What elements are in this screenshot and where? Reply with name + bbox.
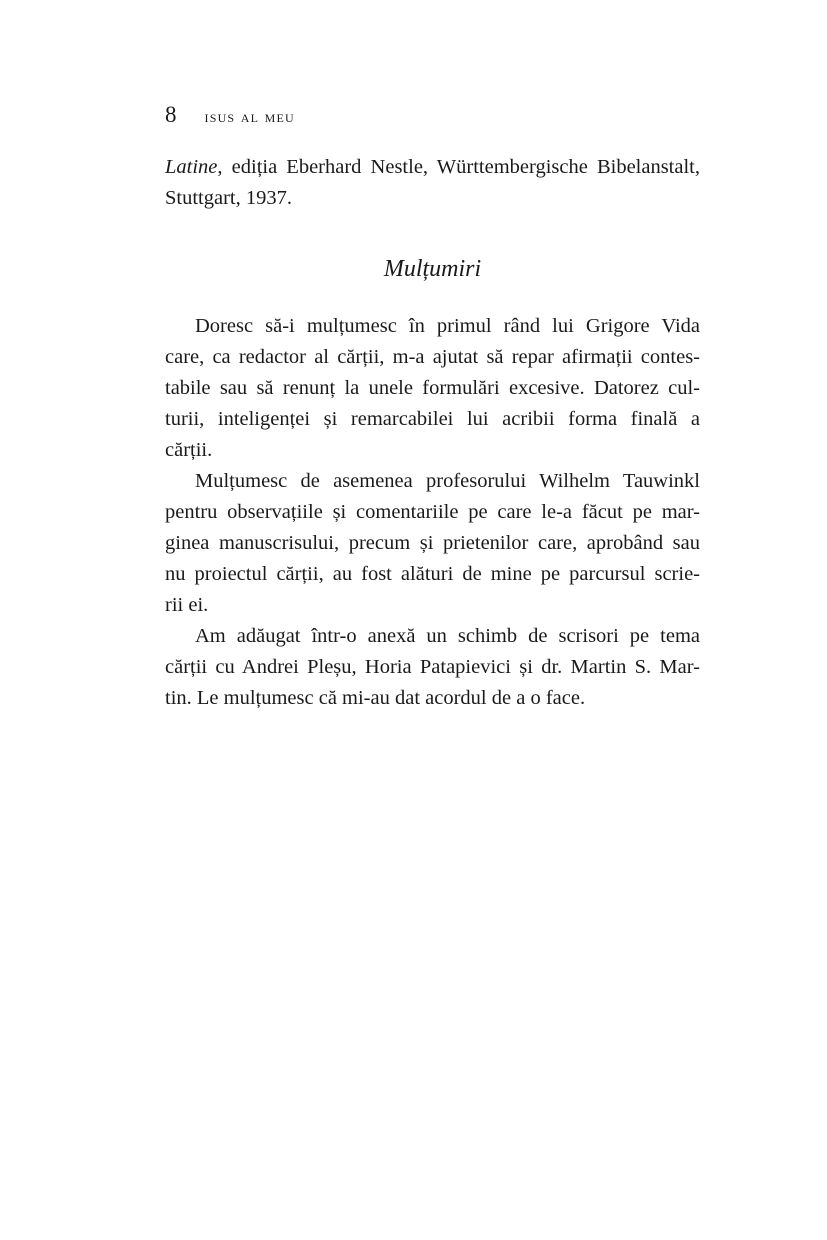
continuation-line: Stuttgart, 1937. [165, 187, 292, 209]
paragraph-line: tabile sau să renunț la unele formulări excesive. Datorez cul- [165, 377, 700, 399]
italic-word: Latine [165, 156, 218, 178]
paragraph-line: Doresc să-i mulțumesc în primul rând lui Grigore Vida [195, 315, 700, 337]
paragraph-line: nu proiectul cărții, au fost alături de mine pe parcursul scrie- [165, 563, 700, 585]
paragraph-2 [165, 466, 700, 621]
paragraph-line: rii ei. [165, 594, 209, 616]
paragraph-line: cărții. [165, 439, 213, 461]
page-header [165, 102, 295, 132]
continuation-line [165, 152, 700, 183]
paragraph-line: turii, inteligenței și remarcabilei lui acribii forma finală a [165, 408, 700, 430]
running-title: isus al meu [204, 107, 295, 126]
paragraph-line: ginea manuscrisului, precum și prietenilor care, aprobând sau [165, 532, 700, 554]
paragraph-line: tin. Le mulțumesc că mi-au dat acordul de a o face. [165, 687, 586, 709]
section-title: Mulțumiri [383, 256, 482, 282]
page-number: 8 [165, 102, 177, 127]
paragraph-line: Mulțumesc de asemenea profesorului Wilhelm Tauwinkl [195, 470, 700, 492]
paragraph-line: pentru observațiile și comentariile pe care le-a făcut pe mar- [165, 501, 700, 523]
continuation-text [165, 152, 700, 214]
paragraph-line: Am adăugat într-o anexă un schimb de scrisori pe tema [195, 625, 700, 647]
acknowledgements-body [165, 311, 700, 714]
paragraph-line: care, ca redactor al cărții, m-a ajutat să repar afirmații contes- [165, 346, 700, 368]
continuation-line-rest: , ediția Eberhard Nestle, Württembergische Bibelanstalt, [217, 156, 700, 178]
paragraph-line: cărții cu Andrei Pleșu, Horia Patapievici și dr. Martin S. Mar- [165, 656, 700, 678]
paragraph-3 [165, 621, 700, 714]
paragraph-1 [165, 311, 700, 466]
